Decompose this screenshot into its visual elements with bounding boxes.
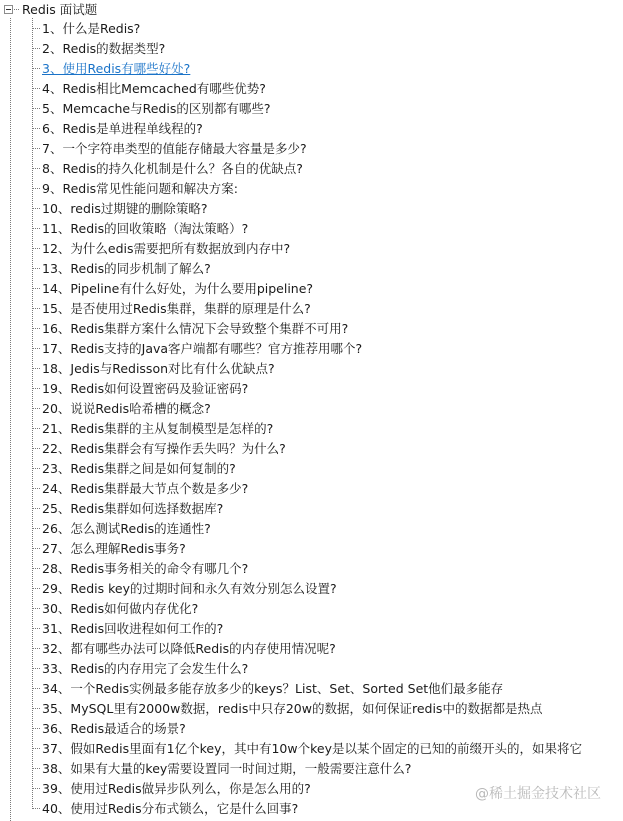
tree-item-label[interactable]: 39、使用过Redis做异步队列么，你是怎么用的? [42,781,311,796]
tree-item-label[interactable]: 20、说说Redis哈希槽的概念? [42,401,211,416]
tree-children [32,18,582,818]
tree-item[interactable] [32,698,582,718]
tree-item-label[interactable]: 35、MySQL里有2000w数据，redis中只存20w的数据，如何保证redis中的数据都是热点 [42,701,543,716]
tree-connector [32,248,40,249]
tree-item-label[interactable]: 4、Redis相比Memcached有哪些优势? [42,81,266,96]
tree-connector [32,728,40,729]
tree-item[interactable] [32,98,582,118]
tree-connector [32,568,40,569]
tree-connector [32,268,40,269]
tree-item-label[interactable]: 17、Redis支持的Java客户端都有哪些？官方推荐用哪个? [42,341,363,356]
tree-item-label[interactable]: 10、redis过期键的删除策略? [42,201,208,216]
tree-item-label[interactable]: 22、Redis集群会有写操作丢失吗？为什么? [42,441,286,456]
tree-connector [32,348,40,349]
tree-item-label[interactable]: 37、假如Redis里面有1亿个key，其中有10w个key是以某个固定的已知的前缀开头的，如果将它 [42,741,582,756]
tree-item-label[interactable]: 3、使用Redis有哪些好处? [42,61,191,76]
tree-connector [32,188,40,189]
tree-connector [14,9,19,10]
tree-item[interactable] [32,718,582,738]
tree-connector [32,368,40,369]
tree-guide-line [10,18,11,821]
tree-item[interactable] [32,18,582,38]
tree-item[interactable] [32,498,582,518]
tree-item-label[interactable]: 30、Redis如何做内存优化? [42,601,199,616]
tree-connector [32,528,40,529]
tree-item-label[interactable]: 34、一个Redis实例最多能存放多少的keys？List、Set、Sorted Set他们最多能存 [42,681,504,696]
tree-item[interactable] [32,298,582,318]
tree-connector [32,328,40,329]
tree-item[interactable] [32,178,582,198]
tree-connector [32,48,40,49]
tree-item-label[interactable]: 33、Redis的内存用完了会发生什么? [42,661,249,676]
tree-connector [32,688,40,689]
tree-item[interactable] [32,278,582,298]
tree-item[interactable] [32,678,582,698]
tree-connector [32,208,40,209]
tree-connector [32,68,40,69]
tree-item[interactable] [32,58,582,78]
tree-item[interactable] [32,418,582,438]
tree-item[interactable] [32,398,582,418]
tree-root-label[interactable]: Redis 面试题 [22,2,98,17]
tree-item-label[interactable]: 21、Redis集群的主从复制模型是怎样的? [42,421,274,436]
tree-item-label[interactable]: 23、Redis集群之间是如何复制的? [42,461,236,476]
tree-item[interactable] [32,558,582,578]
tree-item-label[interactable]: 31、Redis回收进程如何工作的? [42,621,224,636]
tree-connector [32,388,40,389]
tree-item-label[interactable]: 38、如果有大量的key需要设置同一时间过期，一般需要注意什么? [42,761,412,776]
tree-connector [32,128,40,129]
tree-item-label[interactable]: 16、Redis集群方案什么情况下会导致整个集群不可用? [42,321,349,336]
tree-item-label[interactable]: 18、Jedis与Redisson对比有什么优缺点? [42,361,275,376]
tree-item-label[interactable]: 9、Redis常见性能问题和解决方案: [42,181,238,196]
tree-item-label[interactable]: 28、Redis事务相关的命令有哪几个? [42,561,249,576]
tree-item[interactable] [32,238,582,258]
tree-item-label[interactable]: 12、为什么edis需要把所有数据放到内存中? [42,241,291,256]
tree-item-label[interactable]: 40、使用过Redis分布式锁么，它是什么回事? [42,801,299,816]
tree-item-label[interactable]: 2、Redis的数据类型? [42,41,166,56]
tree-item[interactable] [32,578,582,598]
tree-item-label[interactable]: 27、怎么理解Redis事务? [42,541,186,556]
tree-item-label[interactable]: 25、Redis集群如何选择数据库? [42,501,224,516]
tree-connector [32,108,40,109]
tree-connector [32,488,40,489]
tree-connector [32,88,40,89]
tree-connector [32,748,40,749]
tree-item-label[interactable]: 7、一个字符串类型的值能存储最大容量是多少? [42,141,307,156]
tree-item[interactable] [32,638,582,658]
tree-connector [32,628,40,629]
watermark: @稀土掘金技术社区 [475,786,601,802]
tree-item[interactable] [32,318,582,338]
tree-item-label[interactable]: 29、Redis key的过期时间和永久有效分别怎么设置? [42,581,337,596]
tree-item[interactable] [32,478,582,498]
tree-connector [32,308,40,309]
tree-connector [32,508,40,509]
tree-item-label[interactable]: 5、Memcache与Redis的区别都有哪些? [42,101,271,116]
tree-connector [32,768,40,769]
tree-connector [32,668,40,669]
tree-connector [32,228,40,229]
tree-item-label[interactable]: 32、都有哪些办法可以降低Redis的内存使用情况呢? [42,641,336,656]
tree-item[interactable] [32,258,582,278]
tree-item[interactable] [32,118,582,138]
tree-item-label[interactable]: 26、怎么测试Redis的连通性? [42,521,211,536]
tree-connector [32,148,40,149]
tree-connector [32,428,40,429]
tree-connector [32,608,40,609]
tree-connector [32,648,40,649]
tree-item[interactable] [32,38,582,58]
tree-connector [32,468,40,469]
tree-item-label[interactable]: 6、Redis是单进程单线程的? [42,121,203,136]
tree-item[interactable] [32,458,582,478]
tree-item[interactable] [32,658,582,678]
tree-item-label[interactable]: 13、Redis的同步机制了解么? [42,261,211,276]
tree-connector [32,28,40,29]
tree-root-node[interactable] [4,0,97,18]
tree-item-label[interactable]: 14、Pipeline有什么好处，为什么要用pipeline? [42,281,314,296]
tree-connector [32,168,40,169]
tree-item[interactable] [32,518,582,538]
tree-item[interactable] [32,358,582,378]
tree-connector [32,788,40,789]
tree-connector [32,708,40,709]
tree-item[interactable] [32,378,582,398]
tree-item[interactable] [32,338,582,358]
tree-item-label[interactable]: 1、什么是Redis? [42,21,141,36]
tree-connector [32,548,40,549]
tree-item[interactable] [32,738,582,758]
tree-item[interactable] [32,598,582,618]
tree-item[interactable] [32,198,582,218]
tree-item[interactable] [32,138,582,158]
tree-item[interactable] [32,758,582,778]
tree-item[interactable] [32,538,582,558]
tree-item[interactable] [32,78,582,98]
tree-item[interactable] [32,618,582,638]
tree-connector [32,288,40,289]
tree-connector [32,808,40,809]
tree-item-label[interactable]: 24、Redis集群最大节点个数是多少? [42,481,249,496]
tree-item-label[interactable]: 15、是否使用过Redis集群，集群的原理是什么? [42,301,311,316]
tree-item[interactable] [32,218,582,238]
tree-connector [32,408,40,409]
tree-item-label[interactable]: 36、Redis最适合的场景? [42,721,186,736]
tree-item[interactable] [32,438,582,458]
tree-connector [32,448,40,449]
tree-item[interactable] [32,158,582,178]
tree-connector [32,588,40,589]
collapse-icon[interactable] [4,5,13,14]
tree-item-label[interactable]: 8、Redis的持久化机制是什么？各自的优缺点? [42,161,303,176]
tree-item-label[interactable]: 11、Redis的回收策略（淘汰策略）? [42,221,249,236]
tree-item-label[interactable]: 19、Redis如何设置密码及验证密码? [42,381,249,396]
